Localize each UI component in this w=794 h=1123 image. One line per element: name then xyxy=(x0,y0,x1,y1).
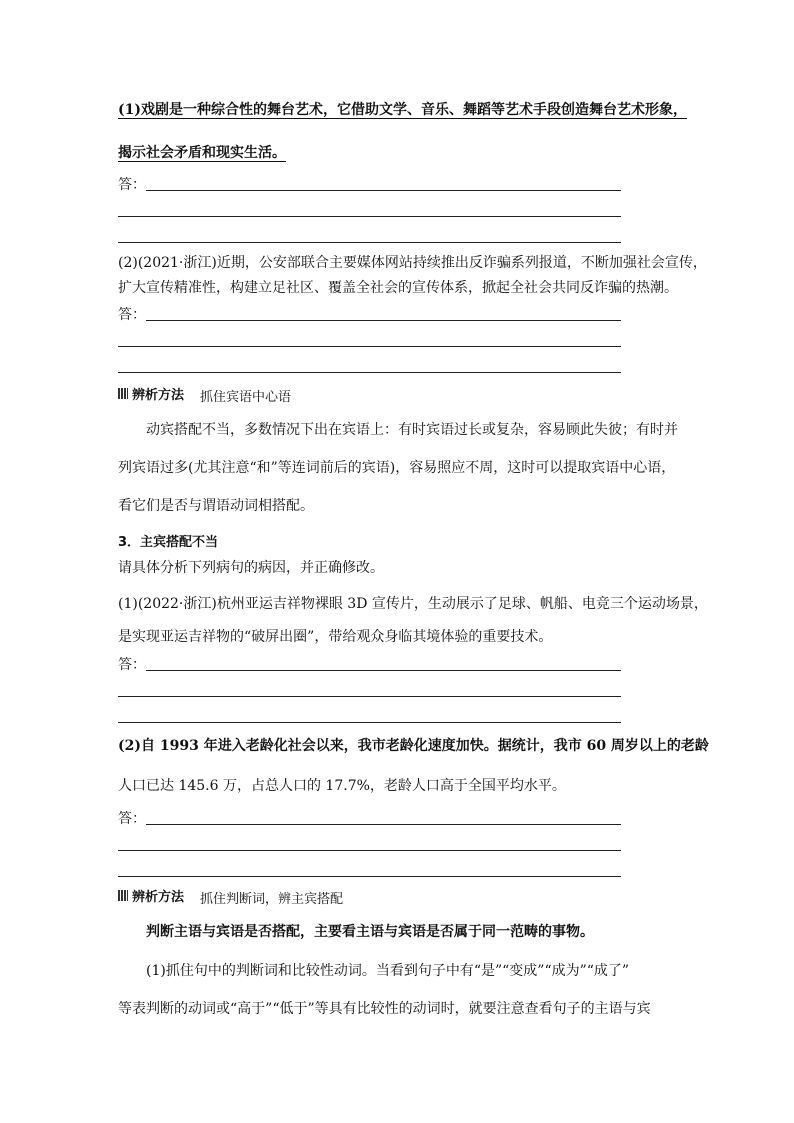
q1-1-line1: (1)戏剧是一种综合性的舞台艺术，它借助文学、音乐、舞蹈等艺术手段创造舞台艺术形象， xyxy=(118,102,687,118)
method-tag: 辨析方法 xyxy=(132,889,185,905)
method-tag: 辨析方法 xyxy=(132,387,185,403)
method2-para1: 判断主语与宾语是否搭配，主要看主语与宾语是否属于同一范畴的事物。 xyxy=(146,924,594,940)
answer-label: 答： xyxy=(118,657,146,673)
q3-1-line1: (1)(2022·浙江)杭州亚运吉祥物裸眼 3D 宣传片，生动展示了足球、帆船、电竞三个运动场景， xyxy=(118,596,708,612)
answer-label: 答： xyxy=(118,177,146,193)
answer-line[interactable] xyxy=(118,876,621,877)
answer-line[interactable] xyxy=(118,216,621,217)
method-marker-icon xyxy=(118,890,128,901)
answer-line[interactable] xyxy=(146,190,621,191)
method1-para-line3: 看它们是否与谓语动词相搭配。 xyxy=(118,498,314,514)
answer-label: 答： xyxy=(118,811,146,827)
section-instruction: 请具体分析下列病句的病因，并正确修改。 xyxy=(118,560,384,576)
answer-line[interactable] xyxy=(118,242,621,243)
section-heading: 3．主宾搭配不当 xyxy=(118,535,219,550)
method-header xyxy=(118,885,343,905)
q3-2-line1: (2)自 1993 年进入老龄化社会以来，我市老龄化速度加快。据统计，我市 60 周岁以上的老龄 xyxy=(118,738,709,754)
answer-label: 答： xyxy=(118,307,146,323)
answer-line[interactable] xyxy=(118,372,621,373)
method-header xyxy=(118,383,291,403)
method2-para2-line1: (1)抓住句中的判断词和比较性动词。当看到句子中有“是”“变成”“成为”“成了” xyxy=(146,963,630,979)
answer-line[interactable] xyxy=(146,670,621,671)
method1-para-line1: 动宾搭配不当，多数情况下出在宾语上：有时宾语过长或复杂，容易顾此失彼；有时并 xyxy=(146,422,678,438)
answer-line[interactable] xyxy=(118,346,621,347)
q3-2-line2: 人口已达 145.6 万，占总人口的 17.7%，老龄人口高于全国平均水平。 xyxy=(118,778,566,794)
method1-para-line2: 列宾语过多(尤其注意“和”等连词前后的宾语)，容易照应不周，这时可以提取宾语中心语， xyxy=(118,460,676,476)
answer-line[interactable] xyxy=(146,824,621,825)
answer-line[interactable] xyxy=(118,850,621,851)
answer-line[interactable] xyxy=(118,722,621,723)
method-title: 抓住判断词，辨主宾搭配 xyxy=(200,891,344,907)
q3-1-line2: 是实现亚运吉祥物的“破屏出圈”，带给观众身临其境体验的重要技术。 xyxy=(118,629,553,645)
q1-2-line2: 扩大宣传精准性，构建立足社区、覆盖全社会的宣传体系，掀起全社会共同反诈骗的热潮。 xyxy=(118,280,678,296)
method2-para2-line2: 等表判断的动词或“高于”“低于”等具有比较性的动词时，就要注意查看句子的主语与宾 xyxy=(118,1001,651,1017)
answer-line[interactable] xyxy=(118,696,621,697)
answer-line[interactable] xyxy=(146,320,621,321)
method-marker-icon xyxy=(118,388,128,399)
q1-2-line1: (2)(2021·浙江)近期，公安部联合主要媒体网站持续推出反诈骗系列报道，不断加强社会宣传， xyxy=(118,255,707,271)
method-title: 抓住宾语中心语 xyxy=(200,389,292,405)
q1-1-line2: 揭示社会矛盾和现实生活。 xyxy=(118,145,286,161)
